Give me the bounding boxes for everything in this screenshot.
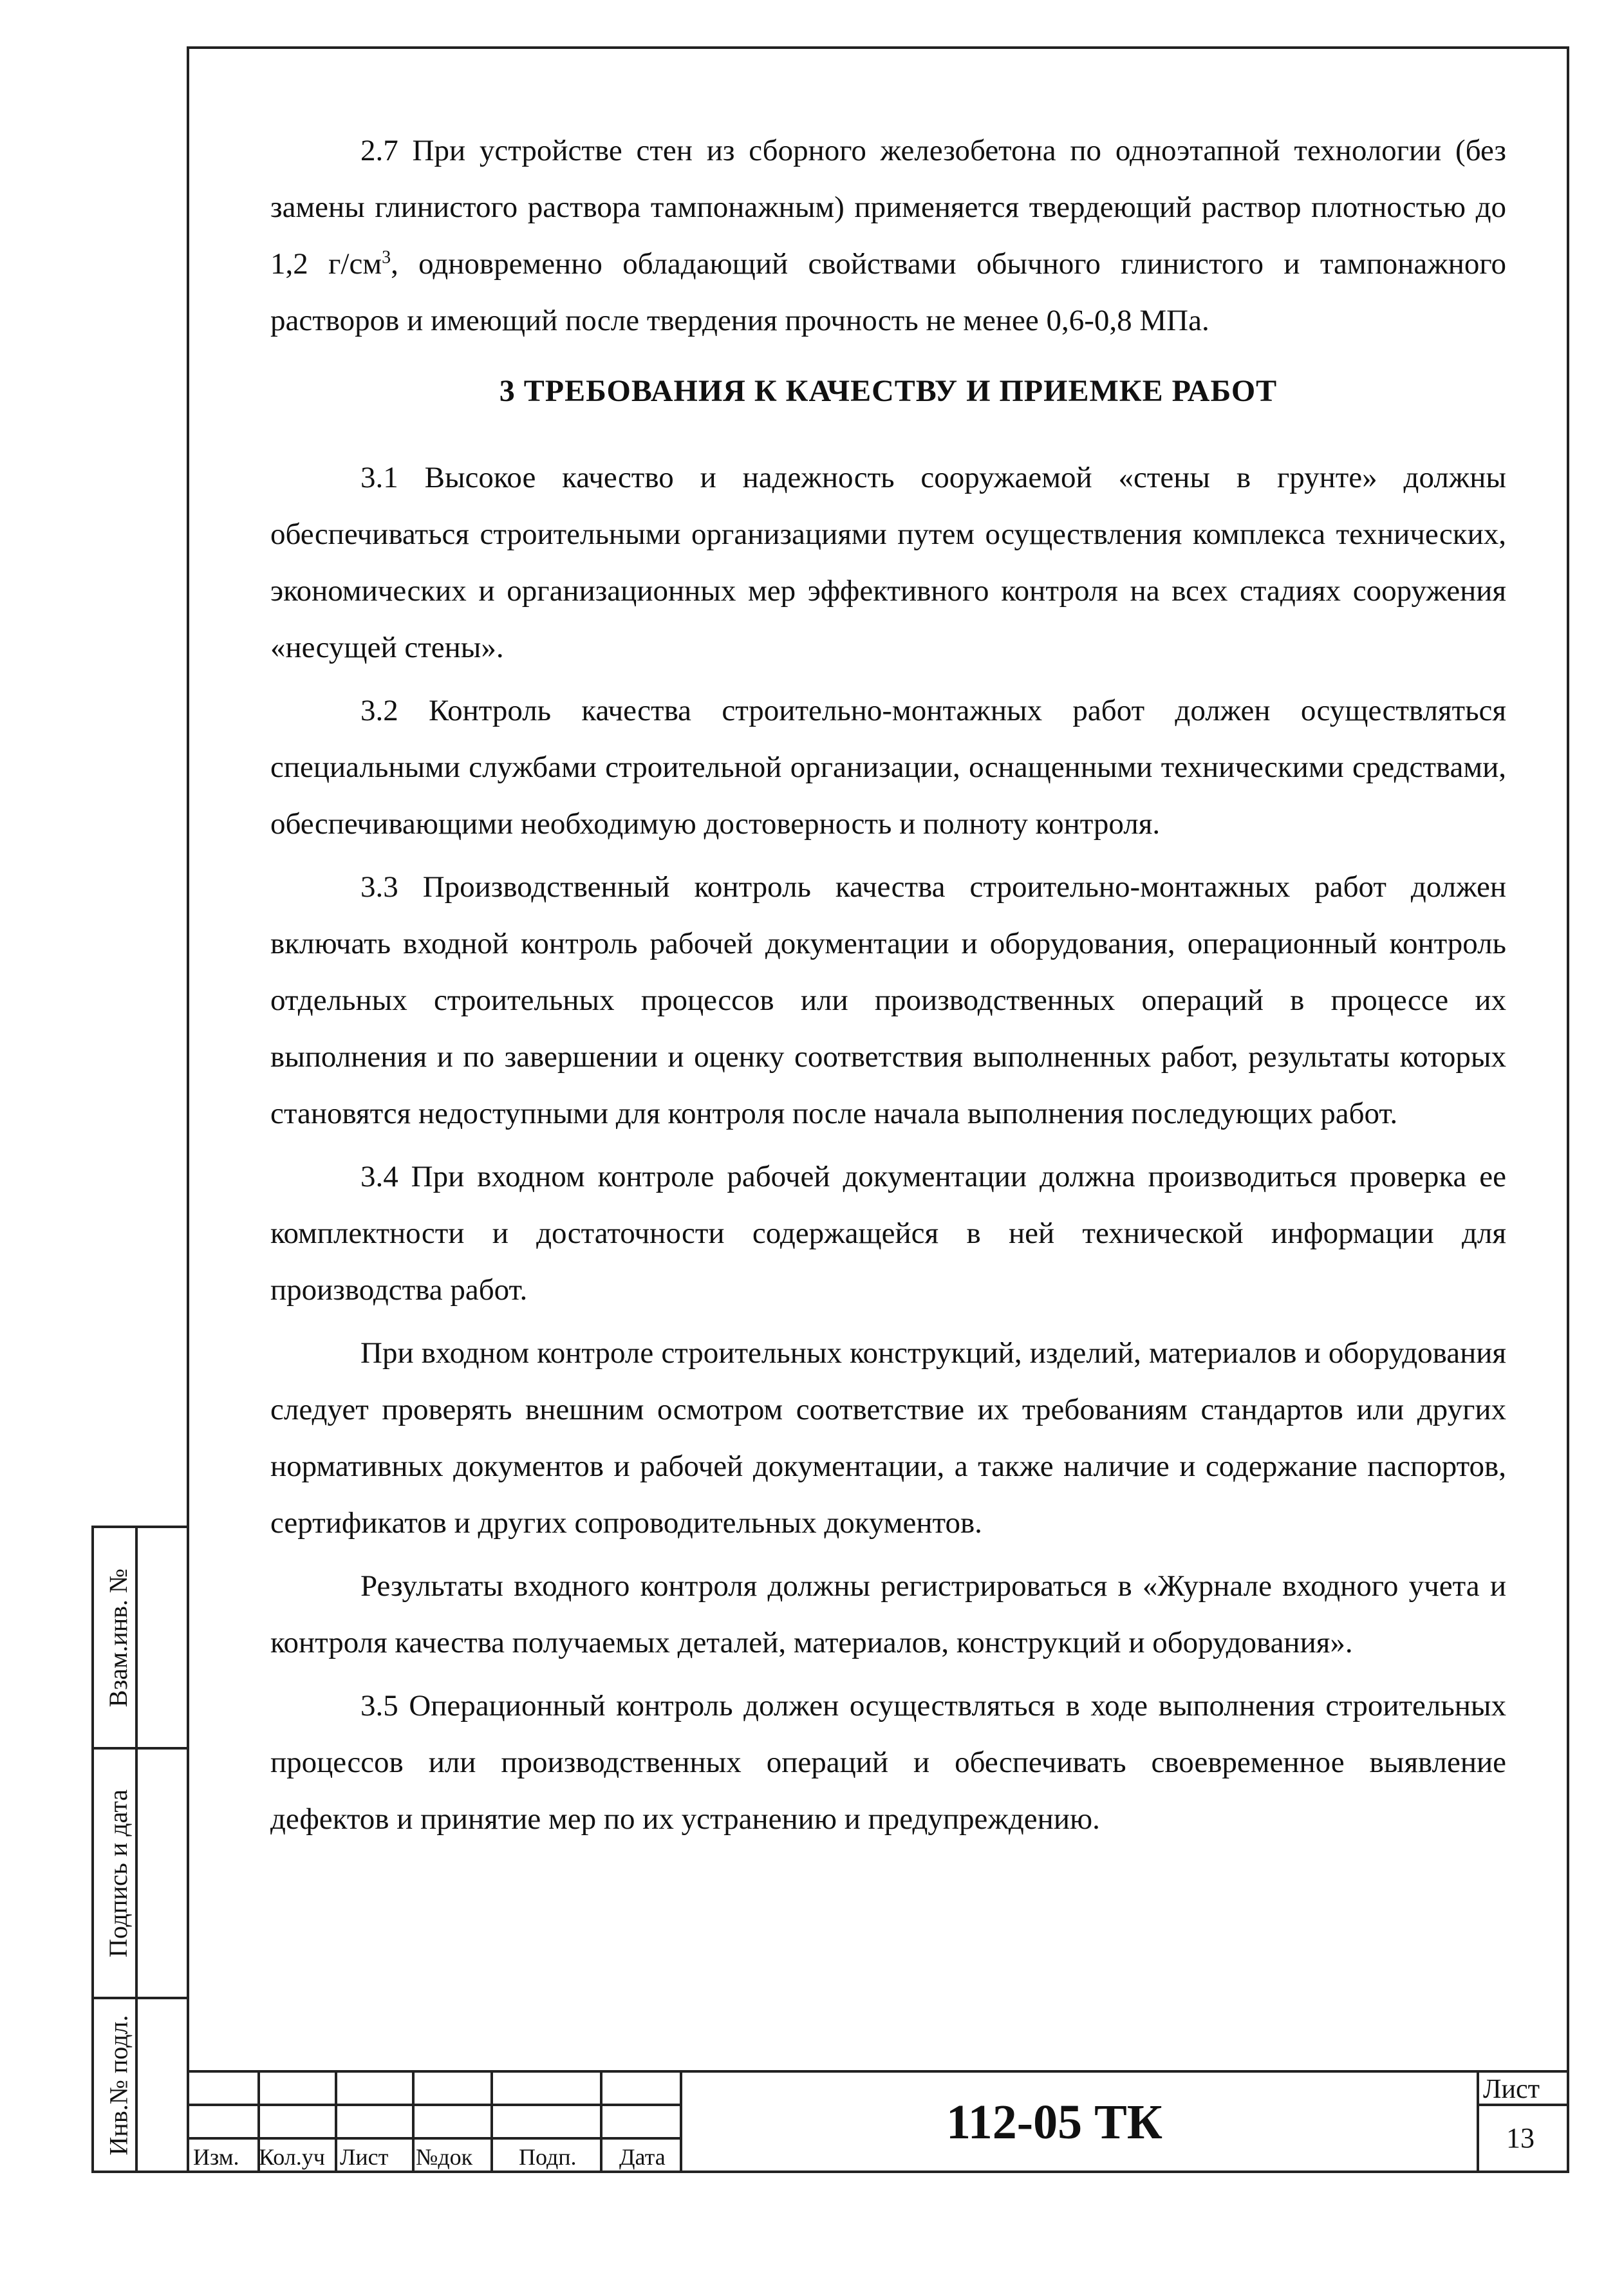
side-field-podpis — [91, 1747, 188, 1999]
col-podp: Подп. — [519, 2144, 577, 2170]
paragraph-3-2: 3.2 Контроль качества строительно-монтажных работ должен осуществляться специальными службами строительной организации, оснащенными техническими средствами, обеспечивающими необходимую достоверность и полноту контроля. — [270, 694, 1506, 841]
title-block — [187, 2070, 1569, 2173]
section-heading: 3 ТРЕБОВАНИЯ К КАЧЕСТВУ И ПРИЕМКЕ РАБОТ — [499, 374, 1278, 408]
paragraph-2-7: 2.7 При устройстве стен из сборного железобетона по одноэтапной технологии (без замены глинистого раствора тампонажным) применяется твердеющий раствор плотностью до 1,2 $г/см^3$, одновременно обладающий свойствами обычного глинистого и тампонажного растворов и имеющий после твердения прочность не менее 0,6-0,8 МПа. — [270, 134, 1506, 337]
side-label-inv: Инв.№ подл. — [104, 2015, 133, 2155]
side-field-inv — [91, 1997, 188, 2173]
side-label-podpis: Подпись и дата — [104, 1789, 133, 1957]
document-body — [270, 122, 1506, 1854]
col-ndok: №док — [416, 2144, 473, 2170]
paragraph-3-3: 3.3 Производственный контроль качества строительно-монтажных работ должен включать входной контроль рабочей документации и оборудования, операционный контроль отдельных строительных процессов или производственных операций в процессе их выполнения и по завершении и оценку соответствия выполненных работ, результаты которых становятся недоступными для контроля после начала выполнения последующих работ. — [270, 870, 1506, 1130]
side-field-vzam — [91, 1526, 188, 1750]
document-code: 112-05 ТК — [946, 2095, 1162, 2149]
paragraph-3-4-b: При входном контроле строительных конструкций, изделий, материалов и оборудования следует проверять внешним осмотром соответствие их требованиям стандартов или других нормативных документов и рабочей документации, а также наличие и содержание паспортов, сертификатов и других сопроводительных документов. — [270, 1336, 1506, 1540]
paragraph-3-4-c: Результаты входного контроля должны регистрироваться в «Журнале входного учета и контроля качества получаемых деталей, материалов, конструкций и оборудования». — [270, 1569, 1506, 1659]
col-izm: Изм. — [193, 2144, 239, 2170]
col-list: Лист — [340, 2144, 389, 2170]
paragraph-3-4: 3.4 При входном контроле рабочей документации должна производиться проверка ее комплектности и достаточности содержащейся в ней технической информации для производства работ. — [270, 1160, 1506, 1307]
sheet-number: 13 — [1506, 2122, 1535, 2154]
sheet-label: Лист — [1483, 2075, 1540, 2104]
col-kolich: Кол.уч — [259, 2144, 325, 2170]
side-label-vzam: Взам.инв. № — [104, 1568, 133, 1707]
col-data: Дата — [619, 2144, 666, 2170]
paragraph-3-1: 3.1 Высокое качество и надежность сооружаемой «стены в грунте» должны обеспечиваться строительными организациями путем осуществления комплекса технических, экономических и организационных мер эффективного контроля на всех стадиях сооружения «несущей стены». — [270, 461, 1506, 664]
paragraph-3-5: 3.5 Операционный контроль должен осуществляться в ходе выполнения строительных процессов или производственных операций и обеспечивать своевременное выявление дефектов и принятие мер по их устранению и предупреждению. — [270, 1689, 1506, 1836]
